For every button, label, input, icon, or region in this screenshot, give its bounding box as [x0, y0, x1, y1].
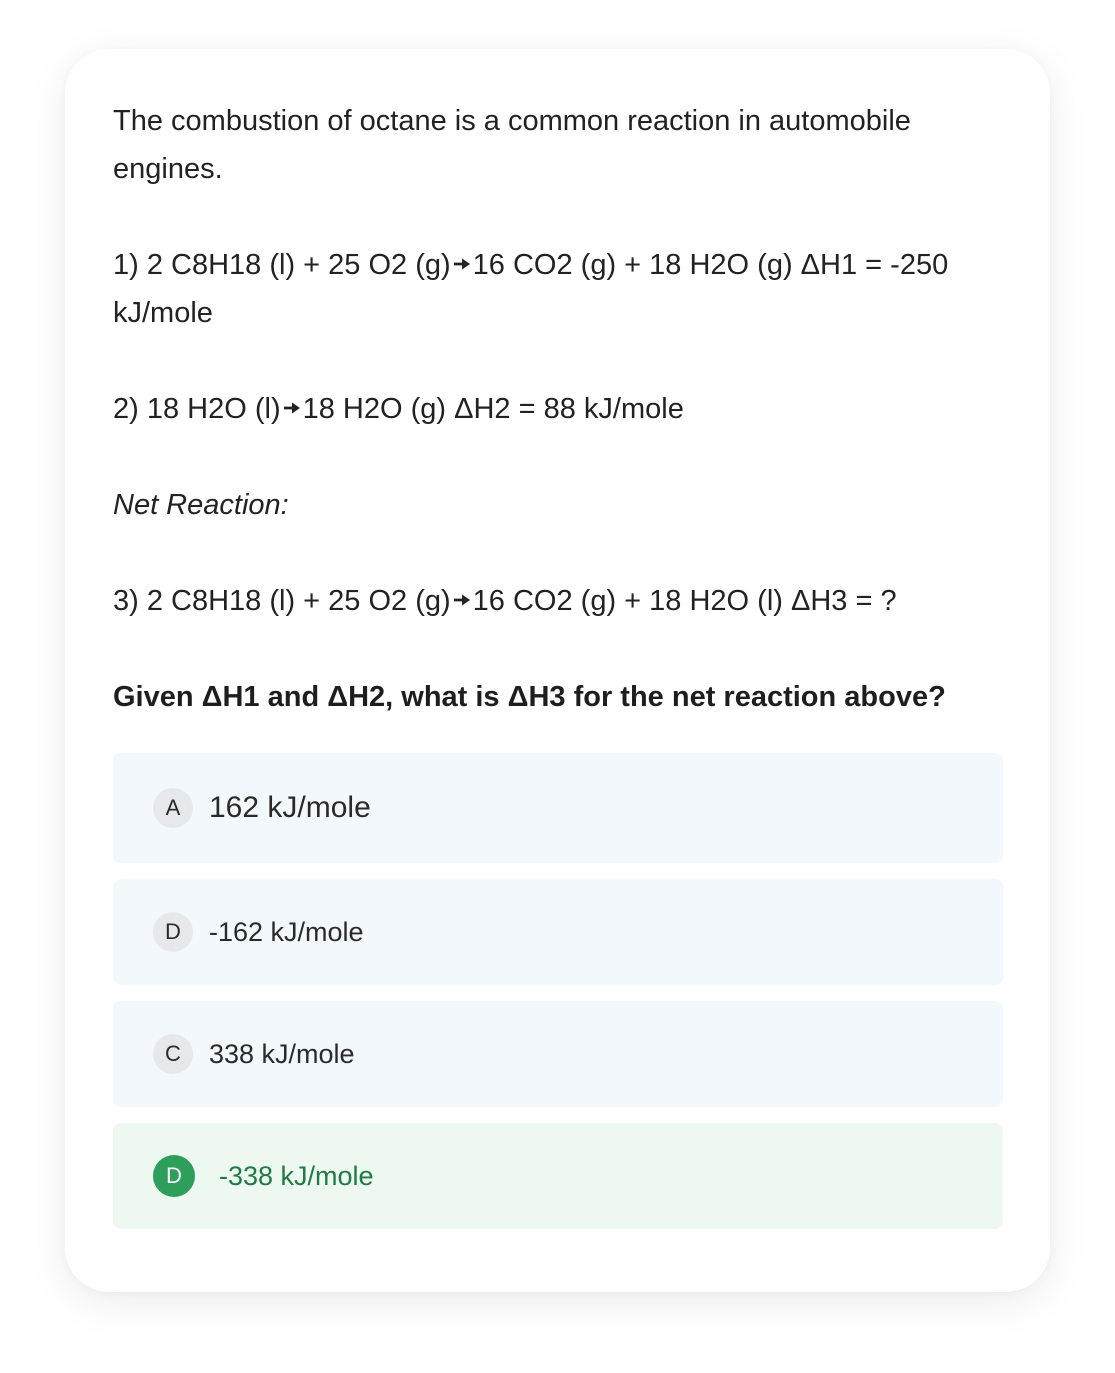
question-prompt: Given ΔH1 and ΔH2, what is ΔH3 for the net reaction above?	[113, 681, 946, 713]
option-letter-badge: D	[153, 912, 193, 952]
equation-1	[113, 241, 1008, 337]
equation-3-products: 16 CO2 (g) + 18 H2O (l) ΔH3 = ?	[472, 585, 897, 617]
question-card	[65, 49, 1050, 1292]
right-arrow-icon	[283, 400, 301, 416]
intro-text: The combustion of octane is a common reaction in automobile engines.	[113, 105, 911, 185]
equation-3	[113, 577, 1008, 625]
option-text: 338 kJ/mole	[209, 1038, 355, 1069]
option-text: -338 kJ/mole	[219, 1160, 374, 1191]
right-arrow-icon	[453, 256, 471, 272]
correct-option-badge: D	[153, 1155, 195, 1197]
answer-option-b[interactable]	[113, 879, 1003, 985]
equation-1-products: 16 CO2 (g) + 18 H2O (g) ΔH1 = -250 kJ/mole	[113, 249, 949, 329]
answer-option-c[interactable]	[113, 1001, 1003, 1107]
option-text: 162 kJ/mole	[209, 791, 371, 824]
right-arrow-icon	[453, 592, 471, 608]
equation-2	[113, 385, 1008, 433]
answer-option-a[interactable]	[113, 753, 1003, 863]
answer-option-d-correct[interactable]	[113, 1123, 1003, 1229]
option-text: -162 kJ/mole	[209, 916, 364, 947]
option-letter-badge: A	[153, 788, 193, 828]
equation-1-reactants: 1) 2 C8H18 (l) + 25 O2 (g)	[113, 249, 451, 281]
equation-2-reactants: 2) 18 H2O (l)	[113, 393, 281, 425]
net-reaction-label: Net Reaction:	[113, 489, 289, 521]
option-letter-badge: C	[153, 1034, 193, 1074]
equation-2-products: 18 H2O (g) ΔH2 = 88 kJ/mole	[302, 393, 684, 425]
equation-3-reactants: 3) 2 C8H18 (l) + 25 O2 (g)	[113, 585, 451, 617]
